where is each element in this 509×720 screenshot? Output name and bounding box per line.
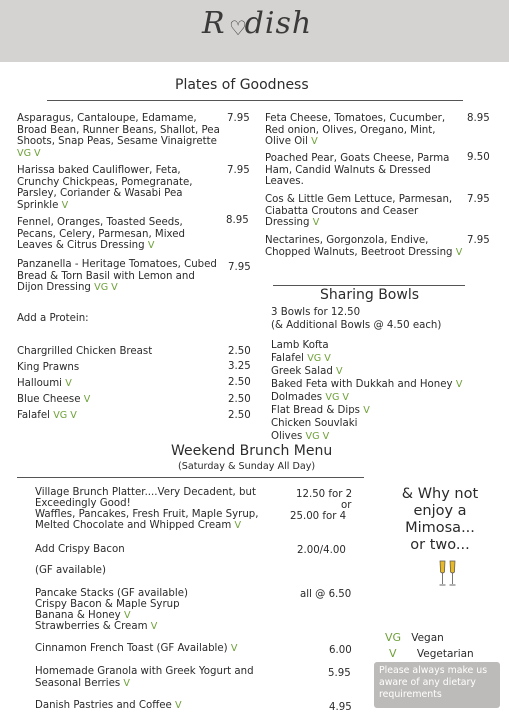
brand-logo: R dish xyxy=(202,6,313,41)
pancake-stack-item: Strawberries & Cream V xyxy=(35,621,158,632)
plates-divider xyxy=(47,100,463,101)
diet-tag: V xyxy=(83,394,91,405)
menu-item-feta: Feta Cheese, Tomatoes, Cucumber, Red onion, Olives, Oregano, Mint, Olive Oil V xyxy=(265,113,446,148)
platter-price-2: 12.50 for 2 xyxy=(296,489,353,500)
granola-price: 5.95 xyxy=(328,668,351,679)
diet-tag: V xyxy=(123,610,131,621)
diet-tag: VG V xyxy=(53,410,77,421)
brunch-title: Weekend Brunch Menu xyxy=(171,443,333,459)
diet-tag: V xyxy=(336,366,343,377)
price-halloumi: 2.50 xyxy=(228,377,251,388)
sharing-additional: (& Additional Bowls @ 4.50 each) xyxy=(271,320,442,331)
price-falafel: 2.50 xyxy=(228,410,251,421)
sharing-item: Olives VG V xyxy=(271,431,330,442)
french-toast-price: 6.00 xyxy=(329,645,352,656)
brunch-granola: Homemade Granola with Greek Yogurt and Seasonal Berries V xyxy=(35,666,254,689)
protein-item-chicken: Chargrilled Chicken Breast xyxy=(17,346,153,357)
diet-tag: V xyxy=(150,621,158,632)
legend-vegan: VG Vegan xyxy=(385,631,444,644)
diet-tag: V xyxy=(65,378,72,389)
brunch-pastries: Danish Pastries and Coffee V xyxy=(35,700,182,711)
platter-or: or xyxy=(341,500,352,511)
price-asparagus: 7.95 xyxy=(227,113,250,124)
bacon-price: 2.00/4.00 xyxy=(297,545,346,556)
diet-tag: V xyxy=(123,677,130,689)
diet-tag: V xyxy=(234,520,242,531)
heart-icon: ♡ xyxy=(229,16,247,40)
sharing-divider xyxy=(273,285,465,286)
sharing-item: Baked Feta with Dukkah and Honey V xyxy=(271,379,463,390)
plates-title: Plates of Goodness xyxy=(175,77,309,93)
diet-tag: V xyxy=(455,246,463,258)
sharing-item: Falafel VG V xyxy=(271,353,331,364)
brunch-platter-line1: Village Brunch Platter....Very Decadent, but xyxy=(35,487,256,498)
price-blue-cheese: 2.50 xyxy=(228,394,251,405)
menu-item-fennel: Fennel, Oranges, Toasted Seeds, Pecans, Celery, Parmesan, Mixed Leaves & Citrus Dressing V xyxy=(17,217,185,252)
price-nectarines: 7.95 xyxy=(467,235,490,246)
pancake-stacks-price: all @ 6.50 xyxy=(300,589,352,600)
sharing-item: Chicken Souvlaki xyxy=(271,418,358,429)
brunch-gf-note: (GF available) xyxy=(35,565,106,576)
brunch-divider xyxy=(17,477,364,478)
pancake-stack-item: Crispy Bacon & Maple Syrup xyxy=(35,599,180,610)
price-feta: 8.95 xyxy=(467,113,490,124)
diet-tag: V xyxy=(312,217,320,229)
protein-label: Add a Protein: xyxy=(17,313,89,324)
champagne-glasses-icon xyxy=(437,559,459,589)
price-fennel: 8.95 xyxy=(226,215,249,226)
diet-tag: V xyxy=(230,643,238,654)
sharing-item: Flat Bread & Dips V xyxy=(271,405,370,416)
platter-price-4: 25.00 for 4 xyxy=(290,511,347,522)
pancake-stack-item: Banana & Honey V xyxy=(35,610,131,621)
brunch-platter-line2: Exceedingly Good! xyxy=(35,498,131,509)
sharing-title: Sharing Bowls xyxy=(320,287,419,303)
sharing-item: Dolmades VG V xyxy=(271,392,349,403)
price-pear: 9.50 xyxy=(467,152,490,163)
diet-tag: VG V xyxy=(94,282,118,294)
diet-tag: VG V xyxy=(325,392,349,403)
price-chicken: 2.50 xyxy=(228,346,251,357)
price-panzanella: 7.95 xyxy=(228,262,251,273)
diet-tag: V xyxy=(455,379,463,390)
protein-item-falafel: Falafel VG V xyxy=(17,410,77,421)
diet-tag: V xyxy=(311,136,318,148)
pancake-stacks-title: Pancake Stacks (GF available) xyxy=(35,588,188,599)
diet-tag: VG V xyxy=(307,353,331,364)
menu-item-pear: Poached Pear, Goats Cheese, Parma Ham, Candid Walnuts & Dressed Leaves. xyxy=(265,153,450,188)
price-prawns: 3.25 xyxy=(228,361,251,372)
diet-tag: V xyxy=(61,199,69,211)
brunch-waffles-line1: Waffles, Pancakes, Fresh Fruit, Maple Syrup, xyxy=(35,509,259,520)
diet-tag: VG V xyxy=(17,147,41,159)
menu-item-panzanella: Panzanella - Heritage Tomatoes, Cubed Bread & Torn Basil with Lemon and Dijon Dressing VG V xyxy=(17,259,217,294)
mimosa-callout: & Why not enjoy a Mimosa... or two... xyxy=(401,486,479,553)
diet-tag: V xyxy=(175,700,182,711)
legend-vegetarian: V Vegetarian xyxy=(389,647,474,660)
diet-tag: V xyxy=(363,405,370,416)
menu-item-nectarines: Nectarines, Gorgonzola, Endive, Chopped Walnuts, Beetroot Dressing V xyxy=(265,235,463,258)
protein-item-blue-cheese: Blue Cheese V xyxy=(17,394,91,405)
brunch-french-toast: Cinnamon French Toast (GF Available) V xyxy=(35,643,238,654)
price-cauliflower: 7.95 xyxy=(227,165,250,176)
protein-item-prawns: King Prawns xyxy=(17,362,80,373)
sharing-item: Lamb Kofta xyxy=(271,340,329,351)
price-cos-lettuce: 7.95 xyxy=(467,194,490,205)
protein-item-halloumi: Halloumi V xyxy=(17,378,72,389)
pastries-price: 4.95 xyxy=(329,702,352,713)
sharing-offer: 3 Bowls for 12.50 xyxy=(271,307,361,318)
menu-item-cauliflower: Harissa baked Cauliflower, Feta, Crunchy Chickpeas, Pomegranate, Parsley, Coriander & Wasabi Pea Sprinkle V xyxy=(17,165,193,211)
brunch-waffles-line2: Melted Chocolate and Whipped Cream V xyxy=(35,520,242,531)
brunch-subtitle: (Saturday & Sunday All Day) xyxy=(178,461,316,472)
dietary-note: Please always make us aware of any dietary requirements xyxy=(374,662,500,708)
menu-item-cos-lettuce: Cos & Little Gem Lettuce, Parmesan, Ciabatta Croutons and Ceaser Dressing V xyxy=(265,194,453,229)
diet-tag: V xyxy=(147,240,155,252)
sharing-item: Greek Salad V xyxy=(271,366,343,377)
brunch-bacon: Add Crispy Bacon xyxy=(35,544,125,555)
diet-tag: VG V xyxy=(305,431,330,442)
menu-item-asparagus: Asparagus, Cantaloupe, Edamame, Broad Bean, Runner Beans, Shallot, Pea Shoots, Snap Peas, Sesame Vinaigrette VG V xyxy=(17,113,220,159)
